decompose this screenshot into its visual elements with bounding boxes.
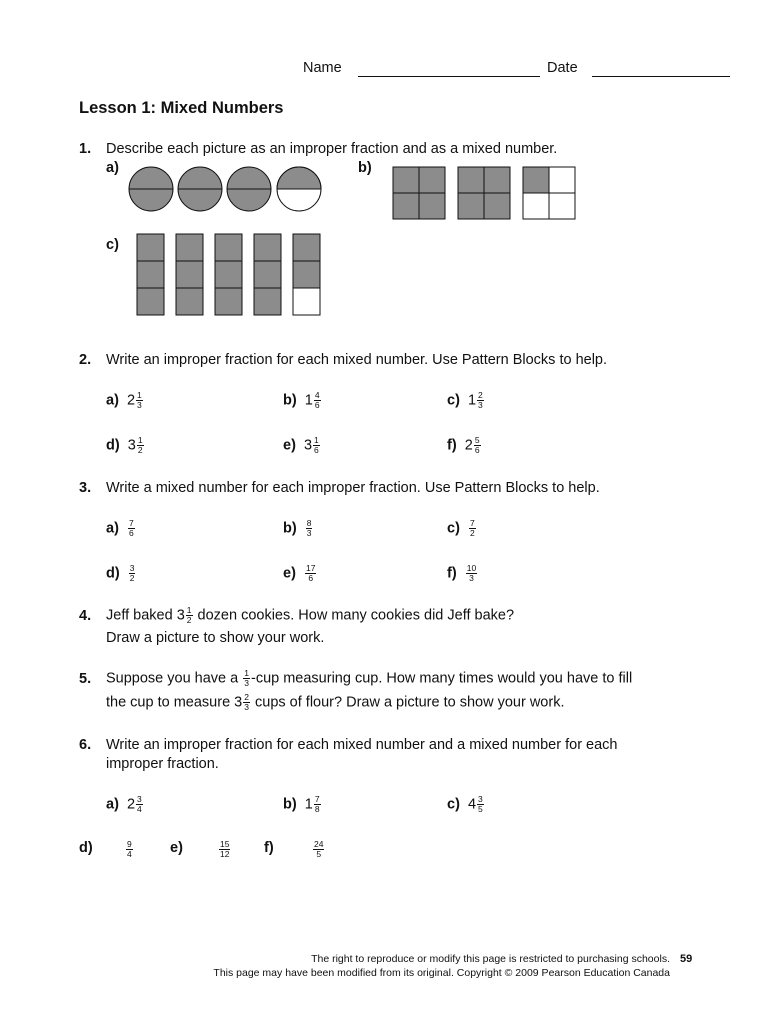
date-label: Date [547, 60, 578, 76]
q6-text-line2: improper fraction. [106, 756, 219, 772]
q5-number: 5. [79, 671, 92, 687]
q1-a-label: a) [106, 160, 119, 176]
q1-b-label: b) [358, 160, 372, 176]
q2-item-f: f) 2 $\frac{5}{6}$ [447, 435, 480, 455]
q2-item-e: e) 3 $\frac{1}{6}$ [283, 435, 319, 455]
q6-item-a: a) 2 $\frac{3}{4}$ [106, 794, 142, 814]
q2-item-c: c) 1 $\frac{2}{3}$ [447, 390, 483, 410]
name-label: Name [303, 60, 342, 76]
q3-item-b: b) $\frac{8}{3}$ [283, 518, 312, 538]
footer-rights: The right to reproduce or modify this page is restricted to purchasing schools. [311, 953, 670, 965]
q1-text: Describe each picture as an improper fraction and as a mixed number. [106, 141, 558, 157]
q6-item-e: e) [170, 840, 183, 856]
q3-item-e: e) $\frac{17}{6}$ [283, 563, 316, 583]
bar-partial [293, 234, 320, 315]
q1-c-label: c) [106, 237, 119, 253]
q6-item-f: f) [264, 840, 274, 856]
q3-number: 3. [79, 480, 92, 496]
circle-whole-2 [178, 167, 222, 211]
q6-item-b: b) 1 $\frac{7}{8}$ [283, 794, 320, 814]
q3-item-a: a) $\frac{7}{6}$ [106, 518, 134, 538]
q6-text: Write an improper fraction for each mixed number and a mixed number for each [106, 737, 618, 753]
q3-text: Write a mixed number for each improper fraction. Use Pattern Blocks to help. [106, 480, 600, 496]
q5-text-line2: the cup to measure 3 $\frac{2}{3}$ cups of flour? Draw a picture to show your work. [106, 692, 565, 712]
bar-whole-3 [215, 234, 242, 315]
q3-item-d: d) $\frac{3}{2}$ [106, 563, 135, 583]
q1-number: 1. [79, 141, 92, 157]
circle-half [277, 167, 321, 211]
q4-text: Jeff baked 3 $\frac{1}{2}$ dozen cookies. How many cookies did Jeff bake? [106, 605, 515, 625]
q2-item-d: d) 3 $\frac{1}{2}$ [106, 435, 143, 455]
footer-copyright: This page may have been modified from its original. Copyright © 2009 Pearson Education Canada [213, 967, 670, 979]
q5-text: Suppose you have a $\frac{1}{3}$ -cup measuring cup. How many times would you have to fill [106, 668, 633, 688]
q2-item-a: a) 2 $\frac{1}{3}$ [106, 390, 142, 410]
square-whole-2 [458, 167, 510, 219]
date-field[interactable] [592, 76, 730, 77]
square-whole-1 [393, 167, 445, 219]
q2-text: Write an improper fraction for each mixed number. Use Pattern Blocks to help. [106, 352, 608, 368]
q6-item-d: d) [79, 840, 93, 856]
q6-item-f-frac: $\frac{24}{5}$ [314, 839, 324, 859]
page-number: 59 [680, 953, 693, 965]
q2-item-b: b) 1 $\frac{4}{6}$ [283, 390, 320, 410]
circle-whole-3 [227, 167, 271, 211]
q6-item-e-frac: $\frac{15}{12}$ [220, 839, 230, 859]
q6-number: 6. [79, 737, 92, 753]
q1-c-bars [136, 233, 326, 317]
circle-whole-1 [129, 167, 173, 211]
q3-item-c: c) $\frac{7}{2}$ [447, 518, 475, 538]
bar-whole-4 [254, 234, 281, 315]
q2-number: 2. [79, 352, 92, 368]
q1-b-squares [392, 166, 578, 222]
q4-text-line2: Draw a picture to show your work. [106, 630, 325, 646]
q6-item-c: c) 4 $\frac{3}{5}$ [447, 794, 483, 814]
q3-item-f: f) $\frac{10}{3}$ [447, 563, 477, 583]
bar-whole-2 [176, 234, 203, 315]
name-field[interactable] [358, 76, 540, 77]
q4-number: 4. [79, 608, 92, 624]
square-quarter [523, 167, 575, 219]
q1-a-circles [128, 165, 324, 213]
bar-whole-1 [137, 234, 164, 315]
q6-item-d-frac: $\frac{9}{4}$ [127, 839, 132, 859]
page-title: Lesson 1: Mixed Numbers [79, 99, 284, 117]
